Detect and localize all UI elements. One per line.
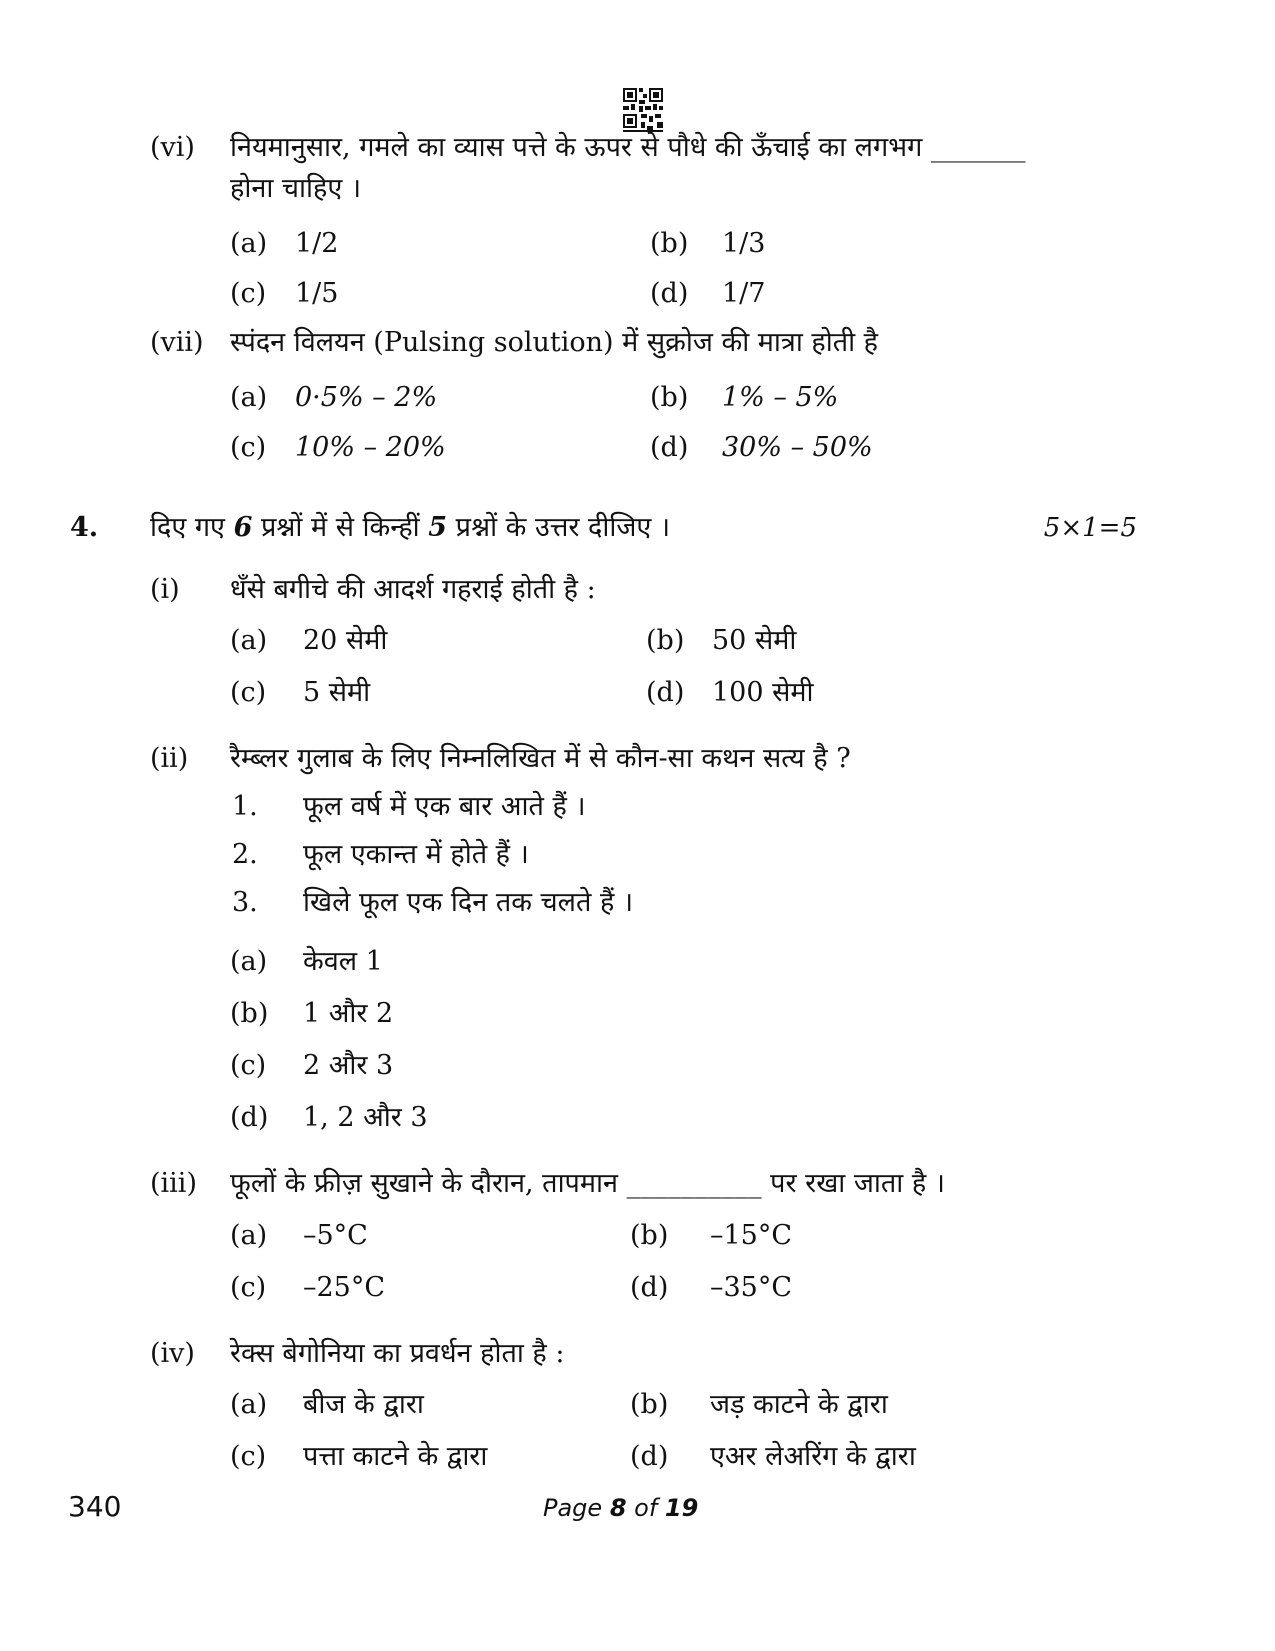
- instruction-text: प्रश्नों के उत्तर दीजिए ।: [447, 512, 671, 543]
- question-text: रेक्स बेगोनिया का प्रवर्धन होता है :: [230, 1338, 565, 1369]
- statement-number: 1.: [232, 791, 258, 822]
- option-label: (a): [230, 1389, 268, 1420]
- option-label: (d): [630, 1272, 669, 1303]
- option-text: 30% – 50%: [722, 432, 873, 463]
- option-label: (c): [230, 278, 267, 309]
- statement-text: खिले फूल एक दिन तक चलते हैं ।: [303, 887, 634, 918]
- option-text: 2 और 3: [303, 1050, 394, 1081]
- question-text: फूलों के फ्रीज़ सुखाने के दौरान, तापमान __________ पर रखा जाता है ।: [230, 1168, 945, 1199]
- instruction-count-total: 6: [233, 512, 253, 543]
- question-text-continued: होना चाहिए ।: [230, 173, 362, 204]
- option-label: (b): [230, 998, 269, 1029]
- option-text: –5°C: [303, 1220, 368, 1251]
- question-number: (vi): [150, 132, 195, 163]
- option-label: (c): [230, 432, 267, 463]
- option-label: (a): [230, 382, 268, 413]
- paper-code: 340: [68, 1490, 122, 1523]
- marks-allocation: 5×1=5: [1043, 513, 1137, 543]
- option-text: पत्ता काटने के द्वारा: [303, 1441, 488, 1472]
- instruction-text: प्रश्नों में से किन्हीं: [252, 512, 429, 543]
- option-label: (c): [230, 1272, 267, 1303]
- option-label: (b): [646, 625, 685, 656]
- option-label: (b): [630, 1220, 669, 1251]
- question-text: स्पंदन विलयन (Pulsing solution) में सुक्रोज की मात्रा होती है: [230, 327, 879, 358]
- question-number: (vii): [150, 327, 204, 358]
- option-label: (a): [230, 625, 268, 656]
- option-text: 1/5: [295, 278, 339, 309]
- option-text: 20 सेमी: [303, 625, 388, 656]
- statement-number: 3.: [232, 887, 258, 918]
- option-label: (b): [650, 382, 689, 413]
- option-text: 100 सेमी: [712, 677, 814, 708]
- question-number: (iv): [150, 1338, 195, 1369]
- question-text: रैम्ब्लर गुलाब के लिए निम्नलिखित में से कौन-सा कथन सत्य है ?: [230, 743, 851, 774]
- option-text: बीज के द्वारा: [303, 1389, 424, 1420]
- question-text: नियमानुसार, गमले का व्यास पत्ते के ऊपर से पौधे की ऊँचाई का लगभग _______: [230, 132, 1026, 163]
- option-text: 5 सेमी: [303, 677, 371, 708]
- page-current: 8: [609, 1494, 627, 1522]
- instruction-text: दिए गए: [150, 512, 234, 543]
- option-text: केवल 1: [303, 946, 383, 977]
- option-text: 1, 2 और 3: [303, 1102, 428, 1133]
- option-label: (d): [646, 677, 685, 708]
- option-text: 1/7: [722, 278, 766, 309]
- option-label: (d): [230, 1102, 269, 1133]
- question-number: (ii): [150, 743, 189, 774]
- option-text: 1% – 5%: [722, 382, 839, 413]
- page-prefix: Page: [543, 1494, 610, 1522]
- statement-text: फूल वर्ष में एक बार आते हैं ।: [303, 791, 586, 822]
- instruction-count-attempt: 5: [428, 512, 448, 543]
- option-text: 1/2: [295, 228, 339, 259]
- option-label: (d): [650, 432, 689, 463]
- question-instruction: [150, 511, 670, 545]
- option-text: 0·5% – 2%: [295, 382, 438, 413]
- option-text: 10% – 20%: [295, 432, 446, 463]
- option-text: एअर लेअरिंग के द्वारा: [710, 1441, 916, 1472]
- option-label: (c): [230, 1050, 267, 1081]
- option-label: (c): [230, 677, 267, 708]
- statement-number: 2.: [232, 839, 258, 870]
- page-of: of: [626, 1494, 665, 1522]
- page-total: 19: [664, 1494, 699, 1522]
- question-text: धँसे बगीचे की आदर्श गहराई होती है :: [230, 574, 596, 605]
- qr-code-icon: [623, 88, 663, 132]
- option-text: 50 सेमी: [712, 625, 797, 656]
- option-text: –35°C: [710, 1272, 793, 1303]
- option-text: –15°C: [710, 1220, 793, 1251]
- option-text: 1/3: [722, 228, 766, 259]
- option-label: (c): [230, 1441, 267, 1472]
- option-text: जड़ काटने के द्वारा: [710, 1389, 888, 1420]
- option-label: (b): [650, 228, 689, 259]
- question-number: (iii): [150, 1168, 197, 1199]
- question-number: 4.: [70, 512, 99, 543]
- statement-text: फूल एकान्त में होते हैं ।: [303, 839, 529, 870]
- option-text: 1 और 2: [303, 998, 394, 1029]
- question-number: (i): [150, 574, 180, 605]
- page-number: [543, 1494, 698, 1522]
- option-label: (a): [230, 1220, 268, 1251]
- option-text: –25°C: [303, 1272, 386, 1303]
- option-label: (a): [230, 228, 268, 259]
- option-label: (d): [630, 1441, 669, 1472]
- option-label: (b): [630, 1389, 669, 1420]
- option-label: (d): [650, 278, 689, 309]
- option-label: (a): [230, 946, 268, 977]
